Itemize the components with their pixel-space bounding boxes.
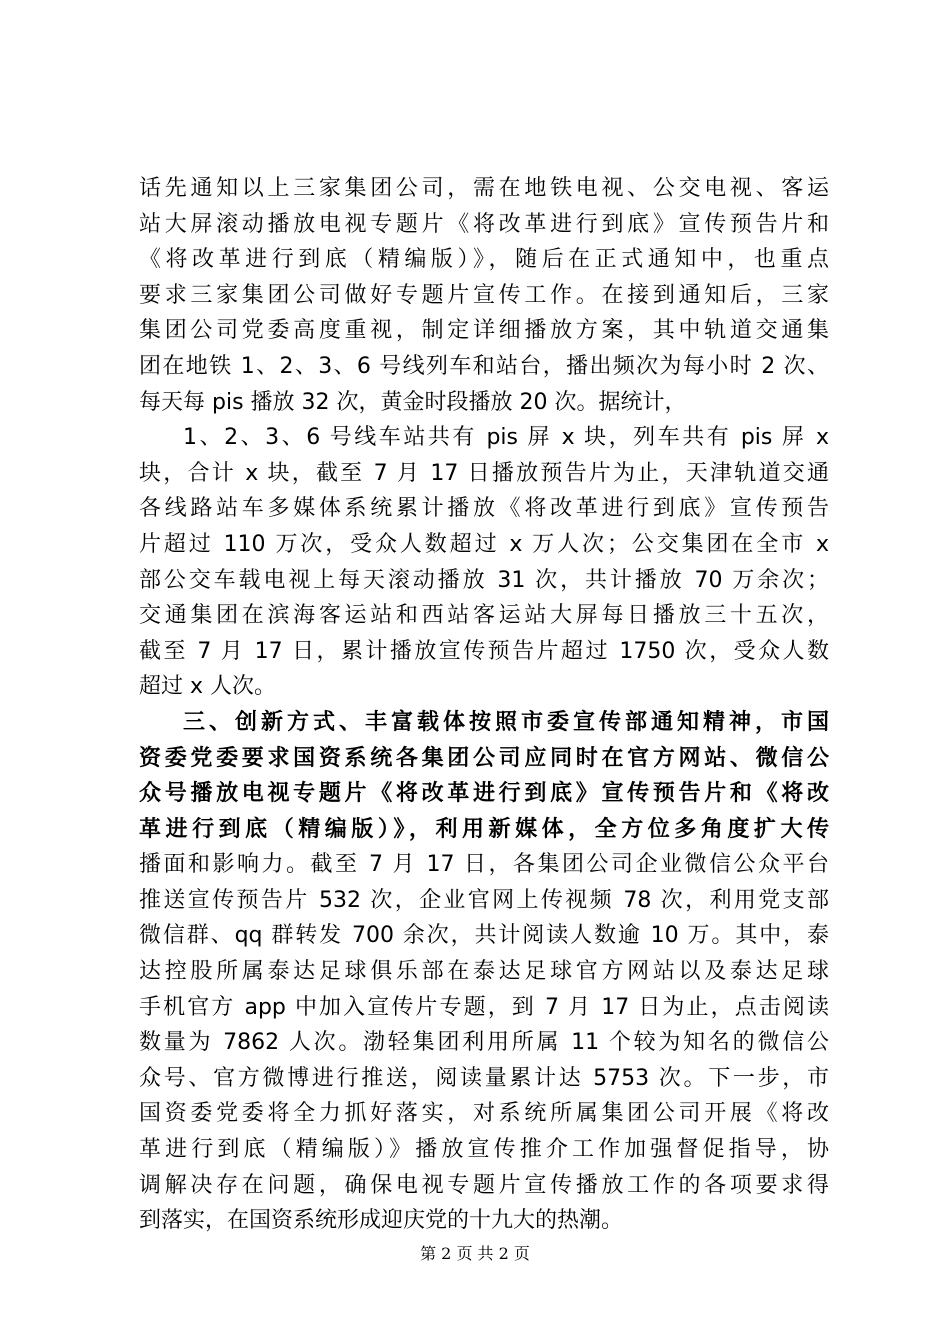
text-line: 达控股所属泰达足球俱乐部在泰达足球官方网站以及泰达足球 <box>139 959 829 985</box>
text-line: 播面和影响力。截至 7 月 17 日，各集团公司企业微信公众平台 <box>139 852 829 878</box>
text-line: 块，合计 x 块，截至 7 月 17 日播放预告片为止，天津轨道交通 <box>139 460 829 486</box>
text-line: 超过 x 人次。 <box>139 674 277 700</box>
text-line: 集团公司党委高度重视，制定详细播放方案，其中轨道交通集 <box>139 318 829 344</box>
text-line: 推送宣传预告片 532 次，企业官网上传视频 78 次，利用党支部 <box>139 887 829 913</box>
text-line: 三、创新方式、丰富载体按照市委宣传部通知精神，市国 <box>183 709 829 735</box>
text-line: 众号播放电视专题片《将改革进行到底》宣传预告片和《将改 <box>139 781 829 807</box>
text-line: 交通集团在滨海客运站和西站客运站大屏每日播放三十五次， <box>139 603 829 629</box>
text-line: 众号、官方微博进行推送，阅读量累计达 5753 次。下一步，市 <box>139 1065 829 1091</box>
text-line: 革进行到底（精编版）》，利用新媒体，全方位多角度扩大传 <box>139 816 829 842</box>
text-line: 调解决存在问题，确保电视专题片宣传播放工作的各项要求得 <box>139 1172 829 1198</box>
text-line: 资委党委要求国资系统各集团公司应同时在官方网站、微信公 <box>139 745 829 771</box>
text-line: 到落实，在国资系统形成迎庆党的十九大的热潮。 <box>139 1208 624 1234</box>
text-line: 部公交车载电视上每天滚动播放 31 次，共计播放 70 万余次； <box>139 567 829 593</box>
text-line: 手机官方 app 中加入宣传片专题，到 7 月 17 日为止，点击阅读 <box>139 994 829 1020</box>
text-line: 站大屏滚动播放电视专题片《将改革进行到底》宣传预告片和 <box>139 211 829 237</box>
text-line: 《将改革进行到底（精编版）》，随后在正式通知中，也重点 <box>139 247 829 273</box>
text-line: 每天每 pis 播放 32 次，黄金时段播放 20 次。据统计， <box>139 389 687 415</box>
text-line: 数量为 7862 人次。渤轻集团利用所属 11 个较为知名的微信公 <box>139 1030 829 1056</box>
text-line: 各线路站车多媒体系统累计播放《将改革进行到底》宣传预告 <box>139 496 829 522</box>
page-footer: 第 2 页 共 2 页 <box>420 1244 530 1263</box>
text-line: 国资委党委将全力抓好落实，对系统所属集团公司开展《将改 <box>139 1101 829 1127</box>
text-line: 片超过 110 万次，受众人数超过 x 万人次；公交集团在全市 x <box>139 531 829 557</box>
text-line: 微信群、qq 群转发 700 余次，共计阅读人数逾 10 万。其中，泰 <box>139 923 829 949</box>
text-line: 截至 7 月 17 日，累计播放宣传预告片超过 1750 次，受众人数 <box>139 638 829 664</box>
text-line: 团在地铁 1、2、3、6 号线列车和站台，播出频次为每小时 2 次、 <box>139 353 829 379</box>
text-line: 革进行到底（精编版）》播放宣传推介工作加强督促指导，协 <box>139 1137 829 1163</box>
text-line: 1、2、3、6 号线车站共有 pis 屏 x 块，列车共有 pis 屏 x <box>183 425 829 451</box>
text-line: 话先通知以上三家集团公司，需在地铁电视、公交电视、客运 <box>139 176 829 201</box>
document-body <box>139 171 829 1239</box>
text-line: 要求三家集团公司做好专题片宣传工作。在接到通知后，三家 <box>139 282 829 308</box>
